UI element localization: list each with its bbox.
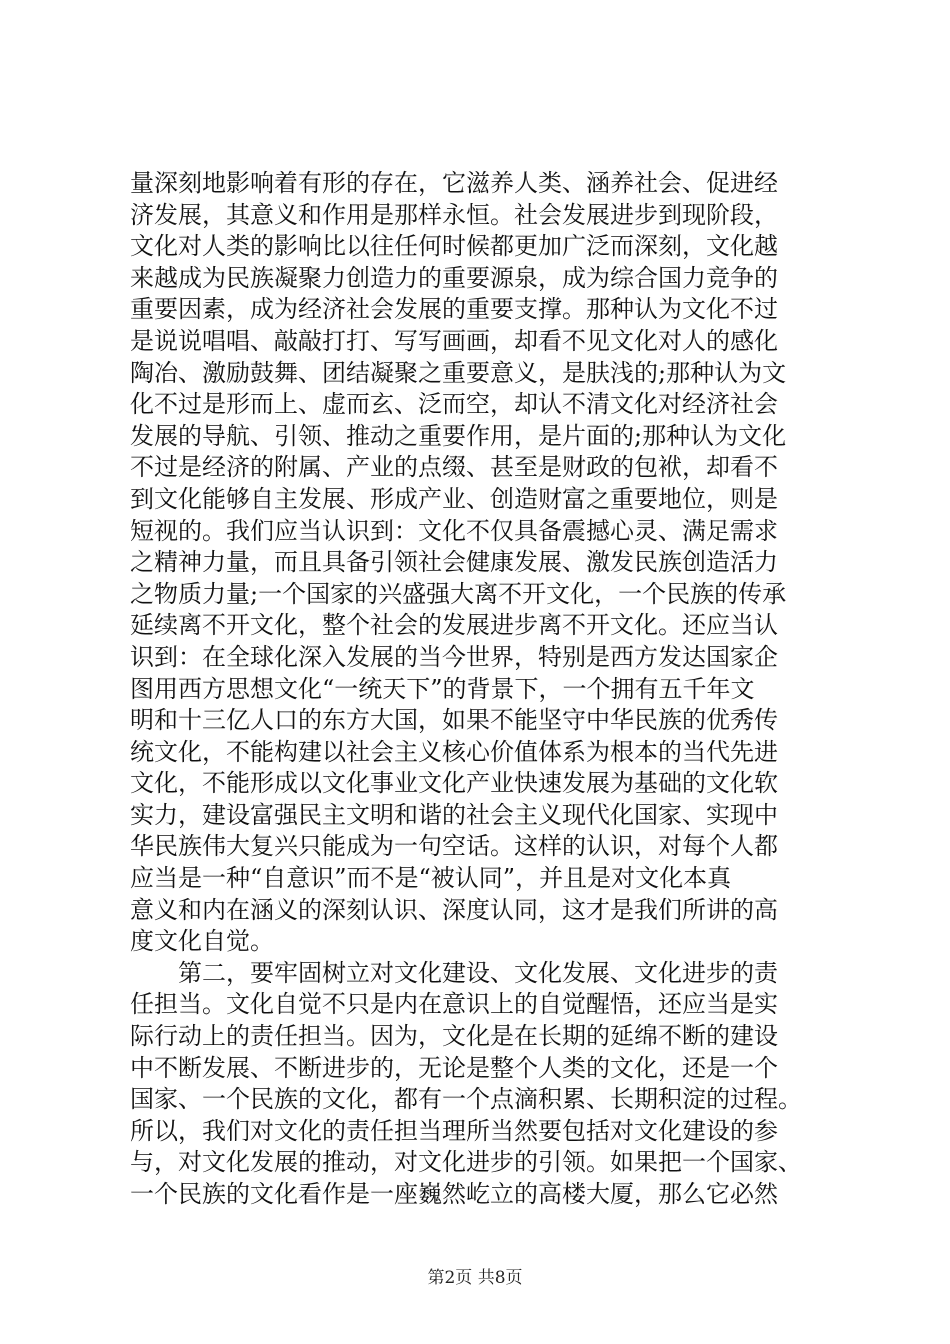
- text-line: 一个民族的文化看作是一座巍然屹立的高楼大厦，那么它必然: [130, 1180, 778, 1208]
- text-line: 短视的。我们应当认识到：文化不仅具备震撼心灵、满足需求: [130, 516, 778, 545]
- text-line: 度文化自觉。: [130, 927, 274, 956]
- text-line: 发展的导航、引领、推动之重要作用，是片面的;那种认为文化: [130, 421, 787, 450]
- text-line: 济发展，其意义和作用是那样永恒。社会发展进步到现阶段，: [130, 200, 778, 229]
- text-line: 统文化，不能构建以社会主义核心价值体系为根本的当代先进: [130, 737, 778, 766]
- text-line: 文化对人类的影响比以往任何时候都更加广泛而深刻，文化越: [130, 232, 778, 261]
- text-line: 到文化能够自主发展、形成产业、创造财富之重要地位，则是: [130, 484, 778, 513]
- text-line: 陶冶、激励鼓舞、团结凝聚之重要意义，是肤浅的;那种认为文: [130, 358, 787, 387]
- text-line: 是说说唱唱、敲敲打打、写写画画，却看不见文化对人的感化: [130, 326, 778, 355]
- text-line: 不过是经济的附属、产业的点缀、甚至是财政的包袱，却看不: [130, 453, 778, 482]
- text-line: 化不过是形而上、虚而玄、泛而空，却认不清文化对经济社会: [130, 390, 778, 419]
- page-footer: 第2页 共8页: [427, 1268, 523, 1288]
- text-line: 图用西方思想文化“一统天下”的背景下，一个拥有五千年文: [130, 674, 755, 703]
- text-line: 应当是一种“自意识”而不是“被认同”，并且是对文化本真: [130, 864, 732, 893]
- text-line: 华民族伟大复兴只能成为一句空话。这样的认识，对每个人都: [130, 832, 778, 861]
- text-line: 文化，不能形成以文化事业文化产业快速发展为基础的文化软: [130, 769, 778, 798]
- text-line: 意义和内在涵义的深刻认识、深度认同，这才是我们所讲的高: [130, 895, 778, 924]
- text-line: 明和十三亿人口的东方大国，如果不能坚守中华民族的优秀传: [130, 706, 778, 735]
- body-text: [130, 168, 830, 1211]
- text-line: 延续离不开文化，整个社会的发展进步离不开文化。还应当认: [130, 611, 778, 640]
- text-line: 任担当。文化自觉不只是内在意识上的自觉醒悟，还应当是实: [130, 990, 778, 1019]
- text-line: 际行动上的责任担当。因为，文化是在长期的延绵不断的建设: [130, 1022, 778, 1051]
- text-line: 识到：在全球化深入发展的当今世界，特别是西方发达国家企: [130, 642, 778, 671]
- text-line: 第二，要牢固树立对文化建设、文化发展、文化进步的责: [130, 958, 778, 987]
- text-line: 之物质力量;一个国家的兴盛强大离不开文化，一个民族的传承: [130, 579, 787, 608]
- text-line: 重要因素，成为经济社会发展的重要支撑。那种认为文化不过: [130, 295, 778, 324]
- text-line: 量深刻地影响着有形的存在，它滋养人类、涵养社会、促进经: [130, 169, 778, 197]
- text-line: 与，对文化发展的推动，对文化进步的引领。如果把一个国家、: [130, 1148, 802, 1177]
- text-line: 之精神力量，而且具备引领社会健康发展、激发民族创造活力: [130, 548, 778, 577]
- text-line: 国家、一个民族的文化，都有一个点滴积累、长期积淀的过程。: [130, 1085, 802, 1114]
- text-line: 中不断发展、不断进步的，无论是整个人类的文化，还是一个: [130, 1053, 778, 1082]
- text-line: 所以，我们对文化的责任担当理所当然要包括对文化建设的参: [130, 1116, 778, 1145]
- text-line: 实力，建设富强民主文明和谐的社会主义现代化国家、实现中: [130, 800, 778, 829]
- text-line: 来越成为民族凝聚力创造力的重要源泉，成为综合国力竞争的: [130, 263, 778, 292]
